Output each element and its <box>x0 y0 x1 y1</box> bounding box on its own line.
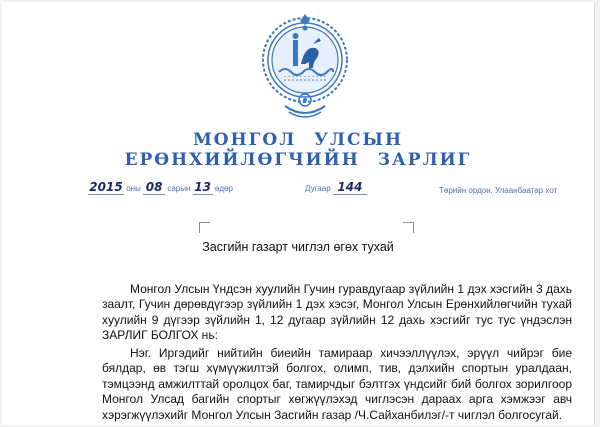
state-emblem-icon <box>259 10 351 122</box>
issuer-title-line2: ЕРӨНХИЙЛӨГЧИЙН ЗАРЛИГ <box>124 150 472 170</box>
decree-paragraph-2: Нэг. Иргэдийг нийтийн биеийн тамираар хичээллүүлэх, эрүүл чийрэг бие бялдар, өв тэгш хүмүүжилтэй болгох, олимп, тив, дэлхийн спортын уралдаан, тэмцээнд амжилттай оролцох баг, тамирчдыг бэлтгэх үндсийг бий болгох зорилгоор Монгол Улсад багийн спортыг хөгжүүлэхэд чиглэсэн дараах арга хэмжээг авч хэрэгжүүлэхийг Монгол Улсын Засгийн газар /Ч.Сайханбилэг/-т чиглэл болгосугай. <box>102 346 572 422</box>
decree-page <box>2 2 595 425</box>
number-label: Дугаар <box>305 184 331 193</box>
subject-bracket-right <box>403 222 414 233</box>
number-value: 144 <box>333 180 367 195</box>
date-year-label: оны <box>126 184 141 193</box>
decree-place: Төрийн ордон, Улаанбаатар хот <box>439 186 558 195</box>
decree-paragraph-1: Монгол Улсын Үндсэн хуулийн Гучин гуравдугаар зүйлийн 1 дэх хэсгийн 3 дахь заалт, Гучин дөрөвдүгээр зүйлийн 1 дэх хэсэг, Монгол Улсын Ерөнхийлөгчийн тухай хуулийн 9 дүгээр зүйлийн 1, 12 дугаар зүйлийн 12 дахь хэсгийг тус тус үндэслэн ЗАРЛИГ БОЛГОХ нь: <box>102 282 572 343</box>
date-month: 08 <box>143 180 165 195</box>
date-day-label: өдөр <box>214 184 233 193</box>
decree-date <box>88 180 233 200</box>
issuer-title-line1: МОНГОЛ УЛСЫН <box>192 130 404 150</box>
date-year: 2015 <box>89 180 123 194</box>
subject-bracket-left <box>199 222 210 233</box>
decree-number <box>305 180 367 200</box>
decree-subject: Засгийн газарт чиглэл өгөх тухай <box>202 240 394 254</box>
date-month-label: сарын <box>167 184 191 193</box>
date-day: 13 <box>194 180 211 194</box>
